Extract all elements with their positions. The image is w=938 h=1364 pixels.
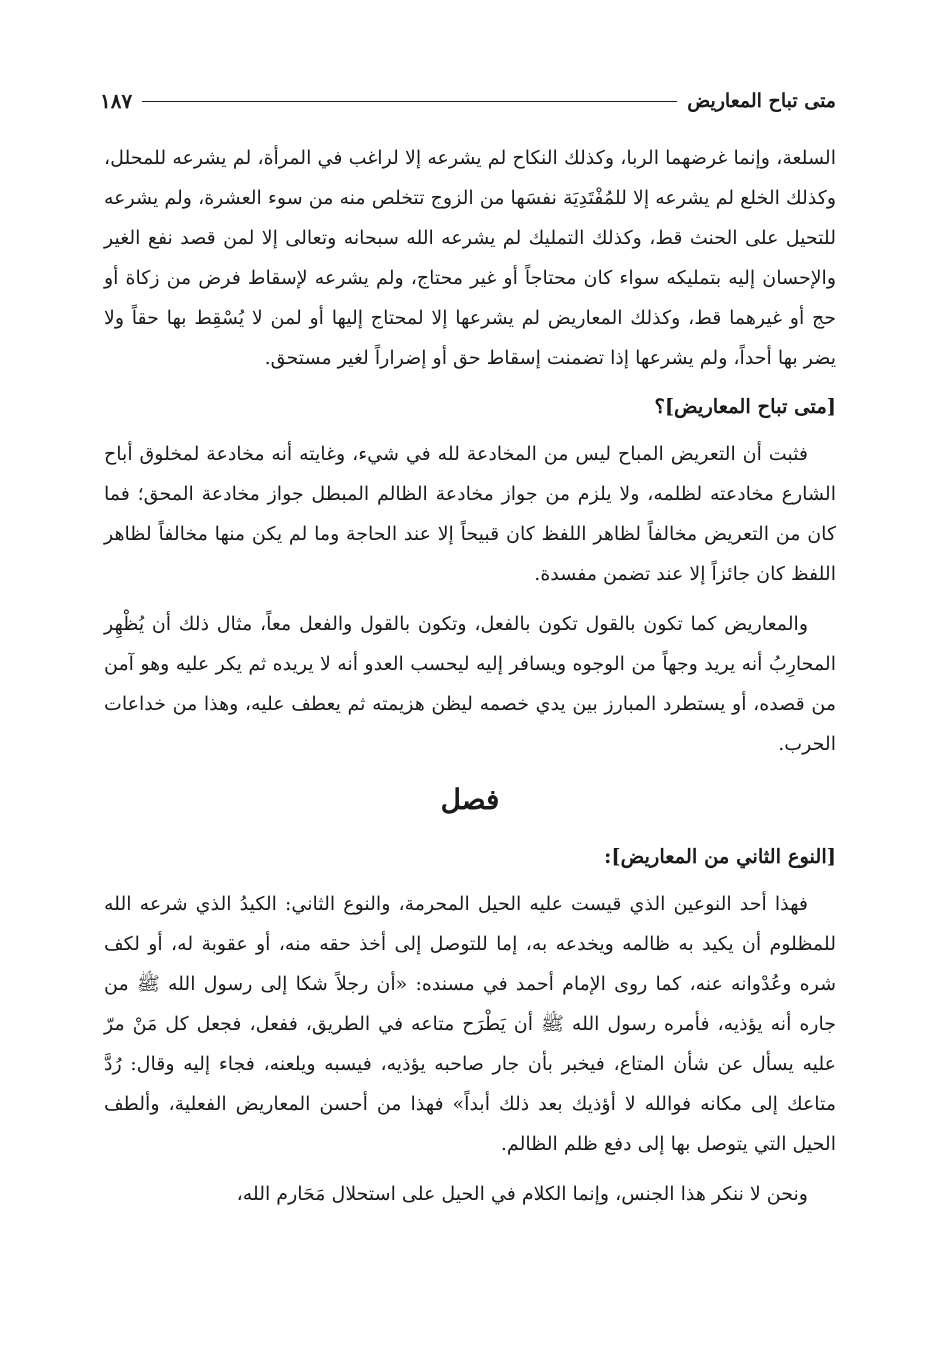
paragraph-gap [104, 1164, 836, 1174]
paragraph-2: فثبت أن التعريض المباح ليس من المخادعة لله في شيء، وغايته أنه مخادعة لمخلوق أباح الشارع مخادعته لظلمه، ولا يلزم من جواز مخادعة الظالم المبطل جواز مخادعة المحق؛ فما كان من التعريض مخالفاً لظاهر اللفظ كان قبيحاً إلا عند الحاجة وما لم يكن منها مخالفاً لظاهر اللفظ كان جائزاً إلا عند تضمن مفسدة. [104, 443, 836, 585]
paragraph-gap [104, 594, 836, 604]
paragraph-1: السلعة، وإنما غرضهما الربا، وكذلك النكاح لم يشرعه إلا لراغب في المرأة، لم يشرعه للمحلل، وكذلك الخلع لم يشرعه إلا للمُفْتَدِيَة نفسَها من الزوج تتخلص منه من سوء العشرة، ولم يشرعه للتحيل على الحنث قط، وكذلك التمليك لم يشرعه الله سبحانه وتعالى إلا لمن قصد نفع الغير والإحسان إليه بتمليكه سواء كان محتاجاً أو غير محتاج، ولم يشرعه لإسقاط فرض من زكاة أو حج أو غيرهما قط، وكذلك المعاريض لم يشرعها إلا لمحتاج إليها أو لمن لا يُسْقِط بها حقاً ولا يضر بها أحداً، ولم يشرعها إذا تضمنت إسقاط حق أو إضراراً لغير مستحق. [104, 147, 836, 369]
heading-when-permitted: [متى تباح المعاريض]؟ [654, 395, 836, 418]
page-number: ١٨٧ [100, 89, 133, 113]
heading-second-type: [النوع الثاني من المعاريض]: [604, 845, 836, 868]
header-title: متى تباح المعاريض [687, 90, 836, 112]
paragraph-5: ونحن لا ننكر هذا الجنس، وإنما الكلام في الحيل على استحلال مَحَارم الله، [236, 1183, 808, 1205]
paragraph-4: فهذا أحد النوعين الذي قيست عليه الحيل المحرمة، والنوع الثاني: الكيدُ الذي شرعه الله للمظلوم أن يكيد به ظالمه ويخدعه به، إما للتوصل إلى أخذ حقه منه، أو عقوبة له، أو لكف شره وعُدْوانه عنه، كما روى الإمام أحمد في مسنده: «أن رجلاً شكا إلى رسول الله ﷺ من جاره أنه يؤذيه، فأمره رسول الله ﷺ أن يَطْرَح متاعه في الطريق، ففعل، فجعل كل مَنْ مرّ عليه يسأل عن شأن المتاع، فيخبر بأن جار صاحبه يؤذيه، فيسبه ويلعنه، فجاء إليه وقال: رُدَّ متاعك إلى مكانه فوالله لا أؤذيك بعد ذلك أبداً» فهذا من أحسن المعاريض الفعلية، وألطف الحيل التي يتوصل بها إلى دفع ظلم الظالم. [104, 893, 836, 1155]
running-header [100, 84, 836, 118]
body-text [104, 138, 836, 1214]
header-rule [142, 101, 677, 102]
section-title: فصل [440, 783, 500, 816]
paragraph-3: والمعاريض كما تكون بالقول تكون بالفعل، وتكون بالقول والفعل معاً، مثال ذلك أن يُظْهِر المحارِبُ أنه يريد وجهاً من الوجوه ويسافر إليه ليحسب العدو أنه لا يريده ثم يكر عليه وهو آمن من قصده، أو يستطرد المبارز بين يدي خصمه ليظن هزيمته ثم يعطف عليه، وهذا من خداعات الحرب. [104, 613, 836, 755]
